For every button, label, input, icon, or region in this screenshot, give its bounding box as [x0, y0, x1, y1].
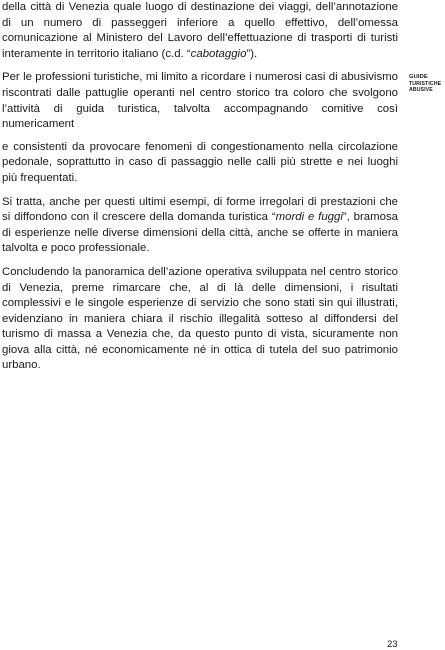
paragraph-1-text-a: della città di Venezia quale luogo di destinazione dei viaggi, dell’annotazione di un numero di passeggeri inferiore a quello effettivo, dell’omessa comunicazione al Ministero del Lavoro dell’effettuazione di trasporti di turisti interamente in territorio italiano (c.d. “: [2, 1, 398, 60]
paragraph-1: [2, 0, 398, 62]
paragraph-4: [2, 195, 398, 257]
paragraph-4-italic-term: mordi e fuggi: [275, 211, 343, 224]
paragraph-2: [2, 70, 398, 132]
paragraph-1-italic-term: cabotaggio: [190, 47, 247, 60]
margin-note-line-2: TURISTICHE: [409, 80, 442, 87]
paragraph-5: [2, 265, 398, 374]
paragraph-5-text: Concludendo la panoramica dell’azione operativa sviluppata nel centro storico di Venezia, preme rimarcare che, al di là delle dimensioni, i risultati complessivi e le singole esperienze di servizio che sono stati sin qui illustrati, evidenziano in maniera chiara il rischio illegalità sotteso al diffondersi del turismo di massa a Venezia che, da questo punto di vista, sicuramente non giova alla città, né economicamente né in ottica di tutela del suo patrimonio urbano.: [2, 265, 398, 372]
margin-note-line-1: GUIDE: [409, 74, 428, 80]
paragraph-3: [2, 140, 398, 187]
page-number: 23: [387, 639, 398, 650]
margin-note-line-3: ABUSIVE: [409, 87, 433, 93]
paragraph-4-text-b: ”, bramosa di esperienze nelle diverse dimensioni della città, anche se offerte in maniera talvolta e poco professionale.: [2, 211, 398, 255]
paragraph-4-text-a: Si tratta, anche per questi ultimi esempi, di forme irregolari di prestazioni che si diffondono con il crescere della domanda turistica “: [2, 195, 398, 224]
body-text: [2, 0, 398, 382]
paragraph-1-text-b: ”).: [246, 47, 258, 60]
margin-note: [409, 74, 445, 94]
paragraph-3-text: e consistenti da provocare fenomeni di congestionamento nella circolazione pedonale, soprattutto in caso di passaggio nelle calli più strette e nei luoghi più frequentati.: [2, 140, 398, 184]
paragraph-2-text: Per le professioni turistiche, mi limito a ricordare i numerosi casi di abusivismo riscontrati dalle pattuglie operanti nel centro storico tra coloro che svolgono l’attività di guida turistica, talvolta accompagnando comitive così numericament: [2, 71, 398, 131]
